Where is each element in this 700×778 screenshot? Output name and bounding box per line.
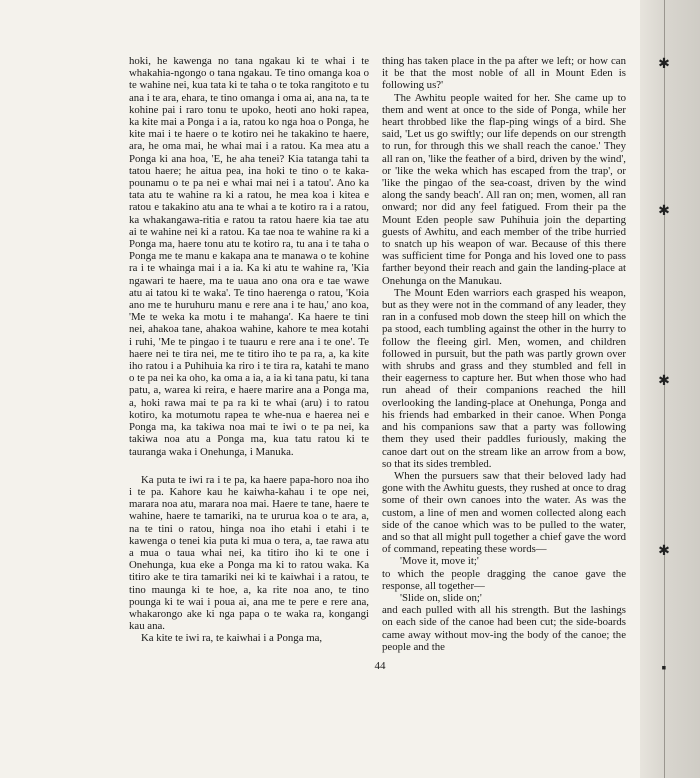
binding-mark-icon: ✱	[658, 57, 670, 72]
english-paragraph-3: The Mount Eden warriors each grasped his weapon, but as they were not in the command of any leader, they ran in a confused mob down the steep hill on which the pa stood, each tumbling against the other in the hurry to follow the fleeing girl. Men, women, and children followed in pursuit, but the path was partly grown over with shrubs and grass and they stumbled and fell in their eagerness to capture her. But when those who had run ahead of their companions reached the hill overlooking the landing-place at Onehunga, Ponga and his friends had embarked in their canoe. When Ponga and his companions saw that a party was following them they used their paddles furiously, making the canoe dart out on the stream like an arrow from a bow, so that its sides trembled.	[382, 286, 626, 470]
page-number: 44	[374, 660, 386, 672]
maori-text-column	[129, 55, 369, 645]
english-paragraph-6: and each pulled with all his strength. But the lashings on each side of the canoe had been cut; the side-boards came away without mov-ing the body of the canoe; the people and the	[382, 604, 626, 653]
binding-mark-icon: ✱	[658, 544, 670, 559]
english-text-column	[382, 55, 626, 653]
english-paragraph-2: The Awhitu people waited for her. She came up to them and went at once to the side of Ponga, while her heart throbbed like the flap-ping wings of a bird. She said, 'Let us go swiftly; our life depends on our strength to run, for through this we shall reach the canoe.' They all ran on, 'like the feather of a bird, driven by the wind', or 'like the weka which has escaped from the trap', or 'like the pingao of the sea-coast, driven by the wind along the sandy beach'. All ran on; men, women, all ran onward; nor did any feel fatigued. From their pa the Mount Eden people saw Puhihuia join the departing guests of Awhitu, and each member of the tribe hurried to snatch up his weapon of war. Because of this there was sufficient time for Ponga and his loved one to pass farther beyond their reach and gain the landing-place at Onehunga on the Manukau.	[382, 91, 626, 287]
english-paragraph-5: to which the people dragging the canoe gave the response, all together—	[382, 567, 626, 592]
binding-mark-icon: ✱	[658, 374, 670, 389]
maori-paragraph-3: Ka kite te iwi ra, te kaiwhai i a Ponga ma,	[141, 632, 323, 645]
english-paragraph-1: thing has taken place in the pa after we left; or how can it be that the most noble of all in Mount Eden is following us?'	[382, 55, 626, 92]
english-paragraph-4: When the pursuers saw that their beloved lady had gone with the Awhitu guests, they rushed at once to drag some of their own canoes into the water. As was the custom, a line of men and women collected along each side of the canoe which was to be pulled to the water, and so that all might pull together a chief gave the word of command, repeating these words—	[382, 469, 626, 556]
chant-line-1: 'Move it, move it;'	[400, 555, 479, 568]
chant-line-2: 'Slide on, slide on;'	[400, 591, 482, 604]
binding-mark-icon: ✱	[658, 204, 670, 219]
binding-mark-icon: ▪	[661, 661, 667, 676]
maori-paragraph-2: Ka puta te iwi ra i te pa, ka haere papa-horo noa iho i te pa. Kahore kau he kaiwha-kahau i te ope nei, marara noa atu, marara noa mai. Haere te tane, haere te wahine, haere te tamariki, na te ururua koa o te ara, a, na te tini o ratou, hinga noa iho etahi i etahi i te kawenga o tenei kia puta ki mua o tera, a, tae rawa atu a mua o taua whai nei, ka titiro iho ki te one i Onehunga, kua eke a Ponga ma ki to ratou waka. Ka titiro ake te tira tamariki nei ki te kaiwhai i a ratou, te tino maunga ki te hoe, a, ka rite noa ano, te tino pounga ki te wai i poua ai, ana me te pere e rere ana, whakarongo ake ki nga papa o te waka ra, kongangi kau ana.	[129, 473, 369, 633]
maori-paragraph-1: hoki, he kawenga no tana ngakau ki te whai i te whakahia-ngongo o tana ngakau. Te tino omanga koa o te wahine nei, kua tata ki te taha o te toka rangitoto e tu ana i te ara, ehara, te tino omanga i oma ai, ana na, ta te kohine pai i raro tonu te upoko, heoti ano hoki rapea, ka kite mai a Ponga i a ia, ratou ko nga hoa o Ponga, he kite mai i te haere o te kotiro nei he takakino te haere, ara, he oma mai, he whai mai i a ratou. Ka mea atu a Ponga ki ana hoa, 'E, he aha tenei? Kia tatanga tahi ta tatou haere; he aitua pea, ina hoki te tino o te kaka-pounamu o te pa nei e whai mai nei i a tatou'. Ano ka tata atu te wahine ra ki a ratou, he mea koa i kitea e ratou e takakino atu ana te whai a te kotiro ra i a ratou, ka whakangawa-ritia e ratou ta ratou haere kia tae atu ai te wahine nei ki a ratou. Ka tae noa te wahine ra ki a Ponga ma, haere tonu atu te kotiro ra, tu ana i te taha o Ponga me te manu e kakapa ana te manawa o te kohine ra i te whainga mai i a ia. Ka ki atu te wahine ra, 'Kia ngawari te haere, ma te uaua ano ona ora e tae wawe atu ai tatou ki te waka'. Te tino haerenga o ratou, 'Koia ano me te huruhuru manu e rere ana i te hau,' ano koa, 'Me te weka ka motu i te mahanga'. Ka haere te tini nei, ahakoa tane, ahakoa wahine, kahore te mea kotahi i ruhi, 'Me te pingao i te tuauru e rere ana i te one'. Te haere nei te tira nei, me te titiro iho te pa ra, a, ka kite iho ratou i a Puhihuia ka riro i te tira ra, katahi te mano o te pa nei ka oho, ka oma a ia, a ia ki tana patu, ki tana patu, a, warea ki reira, e haere marire ana a Ponga ma, a, hoki rawa mai te pa ra ki te whai (aru) i to ratou kotiro, ka motumotu rapea te whe-nua e haerea nei e Ponga ma, ka takiwa noa mai te iwi o te pa nei, ka takiwa noa atu a Ponga ma, kua tatu ratou ki te tauranga waka i Onehunga, i Manuka.	[129, 55, 369, 458]
